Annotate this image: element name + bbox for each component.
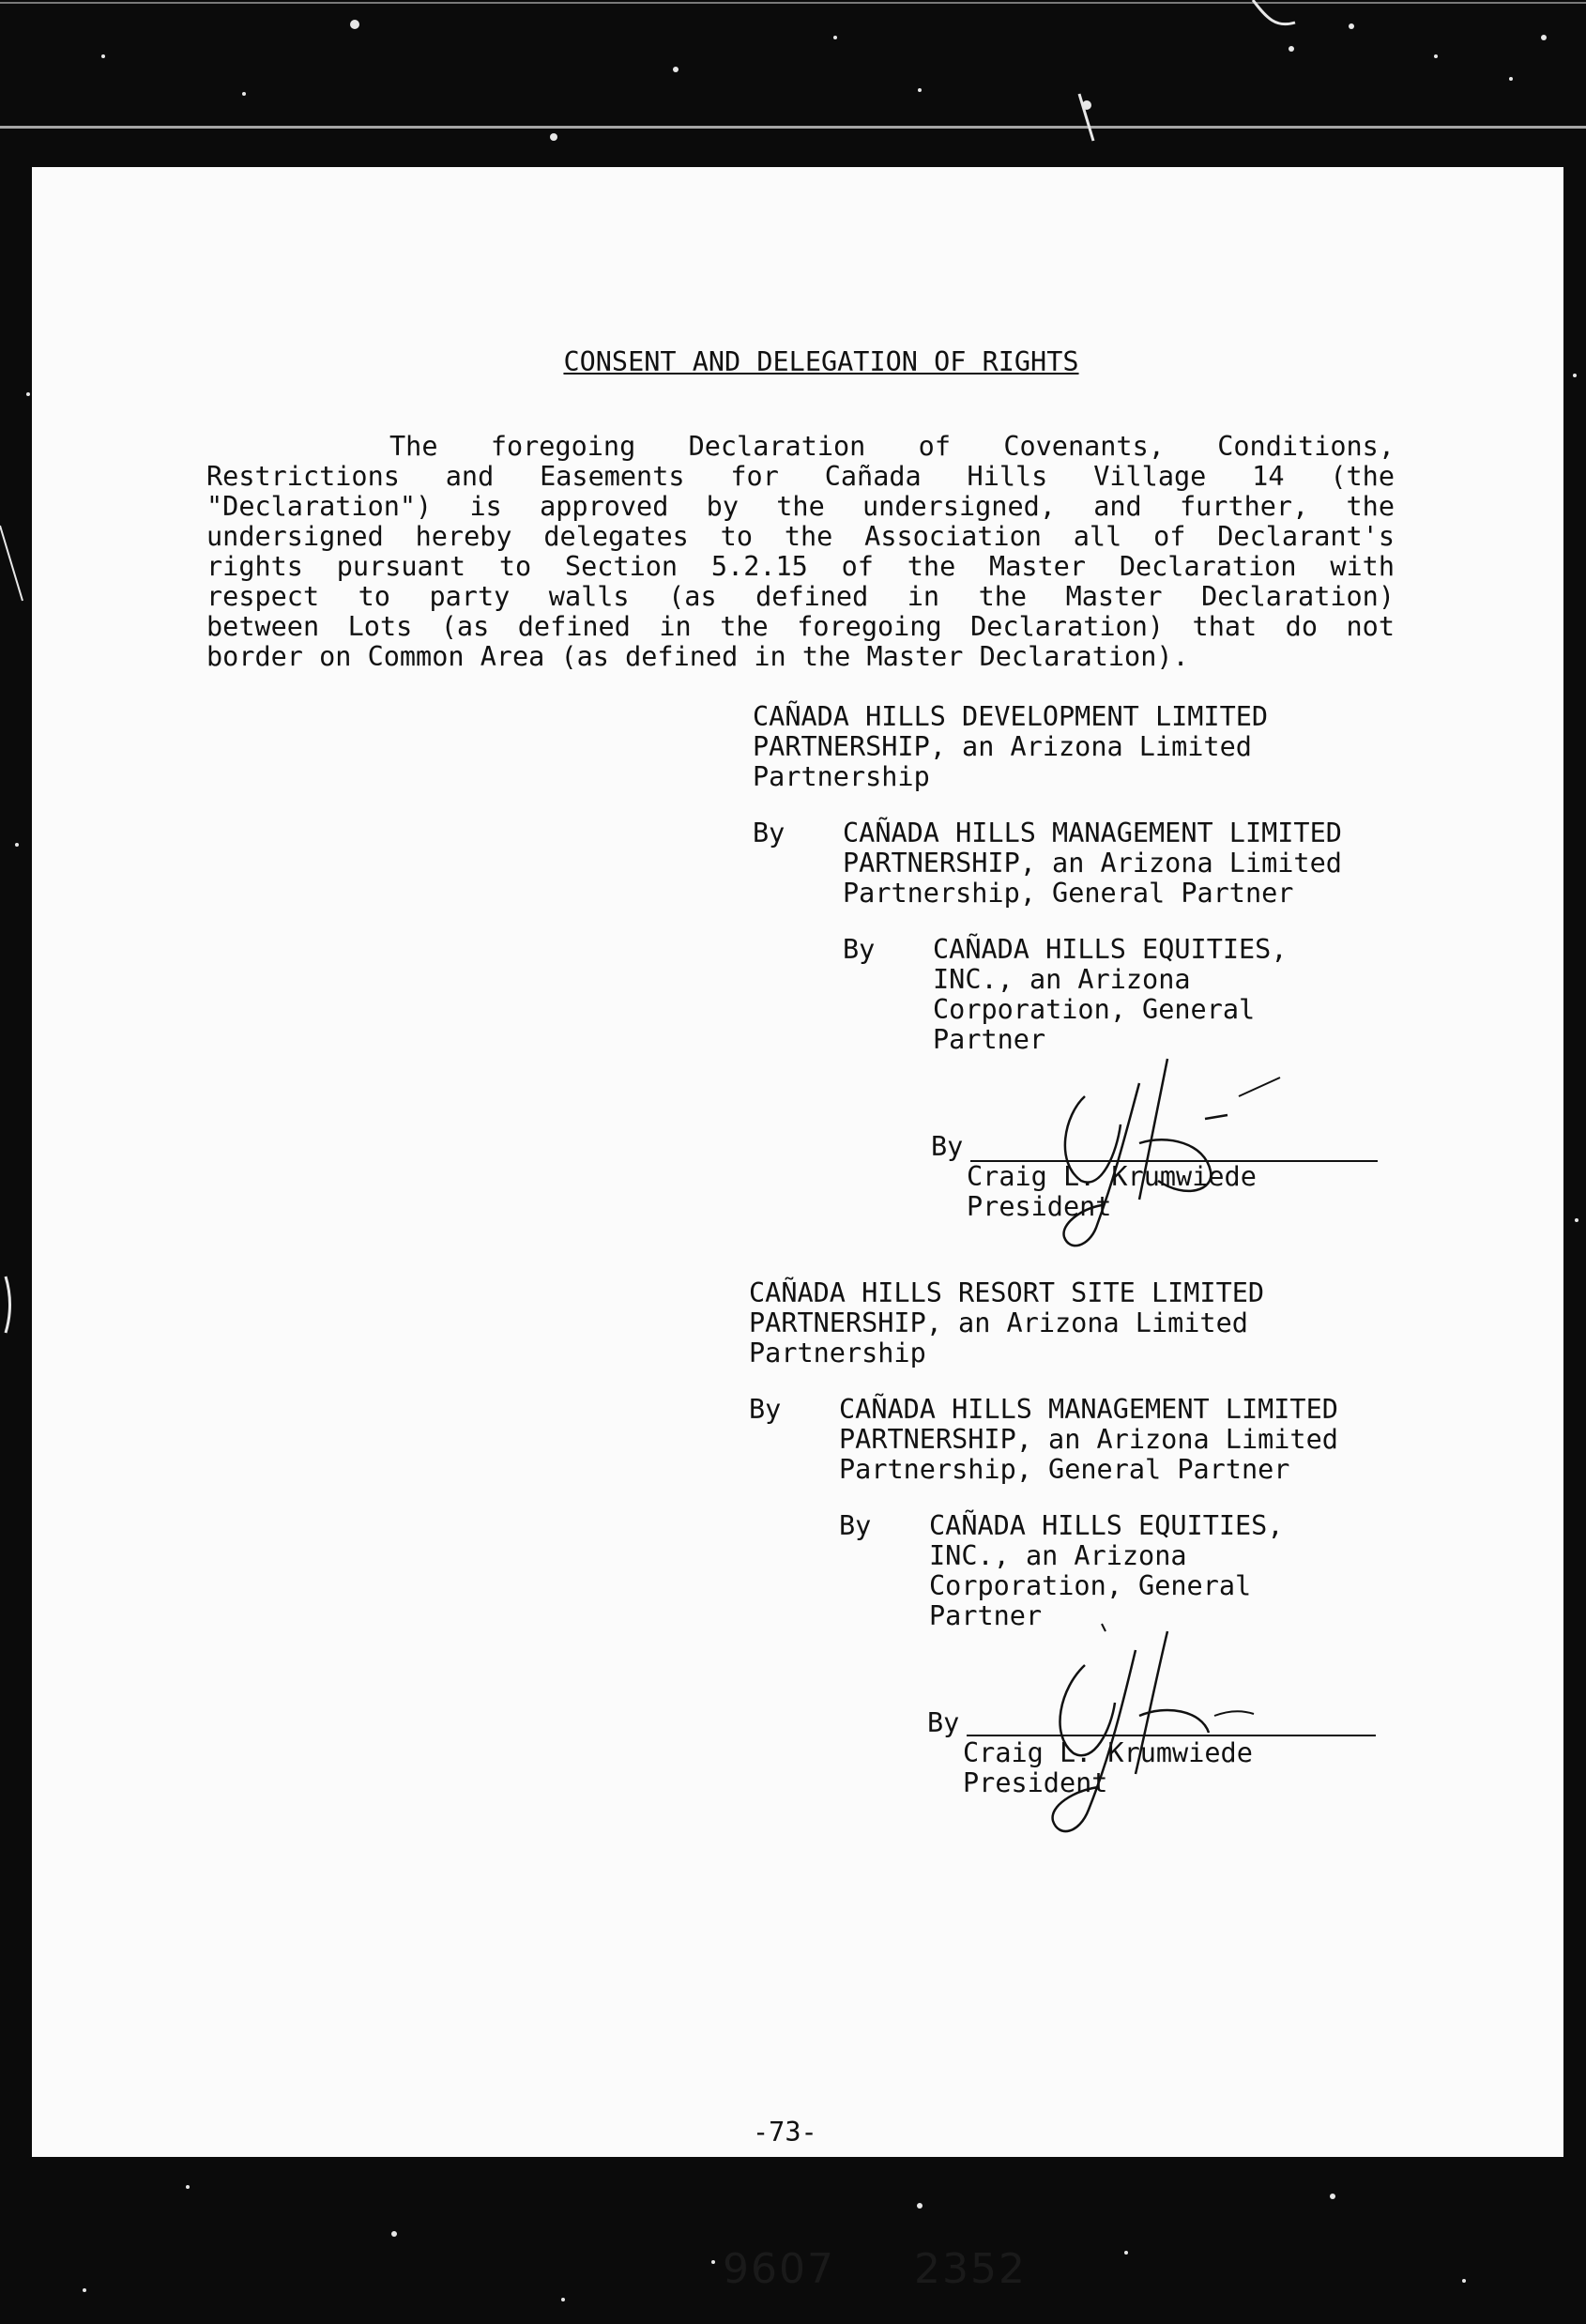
paragraph-line: The foregoing Declaration of Covenants, Conditions, (389, 431, 1395, 462)
document-title: CONSENT AND DELEGATION OF RIGHTS (563, 346, 1079, 377)
handwritten-signature (1027, 1040, 1299, 1256)
consent-paragraph (206, 432, 1395, 672)
paragraph-line: respect to party walls (as defined in the Master Declaration) (206, 581, 1395, 612)
entity-name: CAÑADA HILLS DEVELOPMENT LIMITED PARTNERSHIP, an Arizona Limited Partnership (753, 701, 1269, 792)
document-body (32, 167, 1563, 2293)
manager-entity: CAÑADA HILLS MANAGEMENT LIMITED PARTNERSHIP, an Arizona Limited Partnership, General Partner (839, 1394, 1338, 1485)
signer-title: President (963, 1767, 1108, 1798)
signer-title: President (967, 1191, 1112, 1222)
by-label: By (753, 818, 785, 849)
record-number-right: 2352 (914, 2245, 1027, 2293)
signer-name: Craig L. Krumwiede (963, 1737, 1253, 1768)
paragraph-line: border on Common Area (as defined in the Master Declaration). (206, 641, 1189, 672)
paragraph-line: rights pursuant to Section 5.2.15 of the Master Declaration with (206, 551, 1395, 582)
signer-by-label: By (927, 1707, 960, 1738)
paragraph-line: between Lots (as defined in the foregoing Declaration) that do not (206, 611, 1395, 642)
by-label: By (839, 1510, 872, 1541)
signer-name: Craig L. Krumwiede (967, 1161, 1257, 1192)
paragraph-line: Restrictions and Easements for Cañada Hills Village 14 (the (206, 461, 1395, 492)
document-page (32, 167, 1563, 2293)
equities-entity: CAÑADA HILLS EQUITIES, INC., an Arizona Corporation, General Partner (933, 934, 1288, 1055)
paragraph-line: undersigned hereby delegates to the Association all of Declarant's (206, 521, 1395, 552)
page-number: -73- (753, 2117, 817, 2148)
signer-by-label: By (931, 1131, 964, 1162)
manager-entity: CAÑADA HILLS MANAGEMENT LIMITED PARTNERSHIP, an Arizona Limited Partnership, General Partner (843, 818, 1342, 909)
equities-entity: CAÑADA HILLS EQUITIES, INC., an Arizona Corporation, General Partner (929, 1510, 1284, 1631)
entity-name: CAÑADA HILLS RESORT SITE LIMITED PARTNERSHIP, an Arizona Limited Partnership (749, 1277, 1265, 1368)
record-number-left: 9607 (723, 2245, 835, 2293)
handwritten-signature (1008, 1613, 1289, 1847)
by-label: By (749, 1394, 782, 1425)
by-label: By (843, 934, 876, 965)
paragraph-line: "Declaration") is approved by the undersigned, and further, the (206, 491, 1395, 522)
